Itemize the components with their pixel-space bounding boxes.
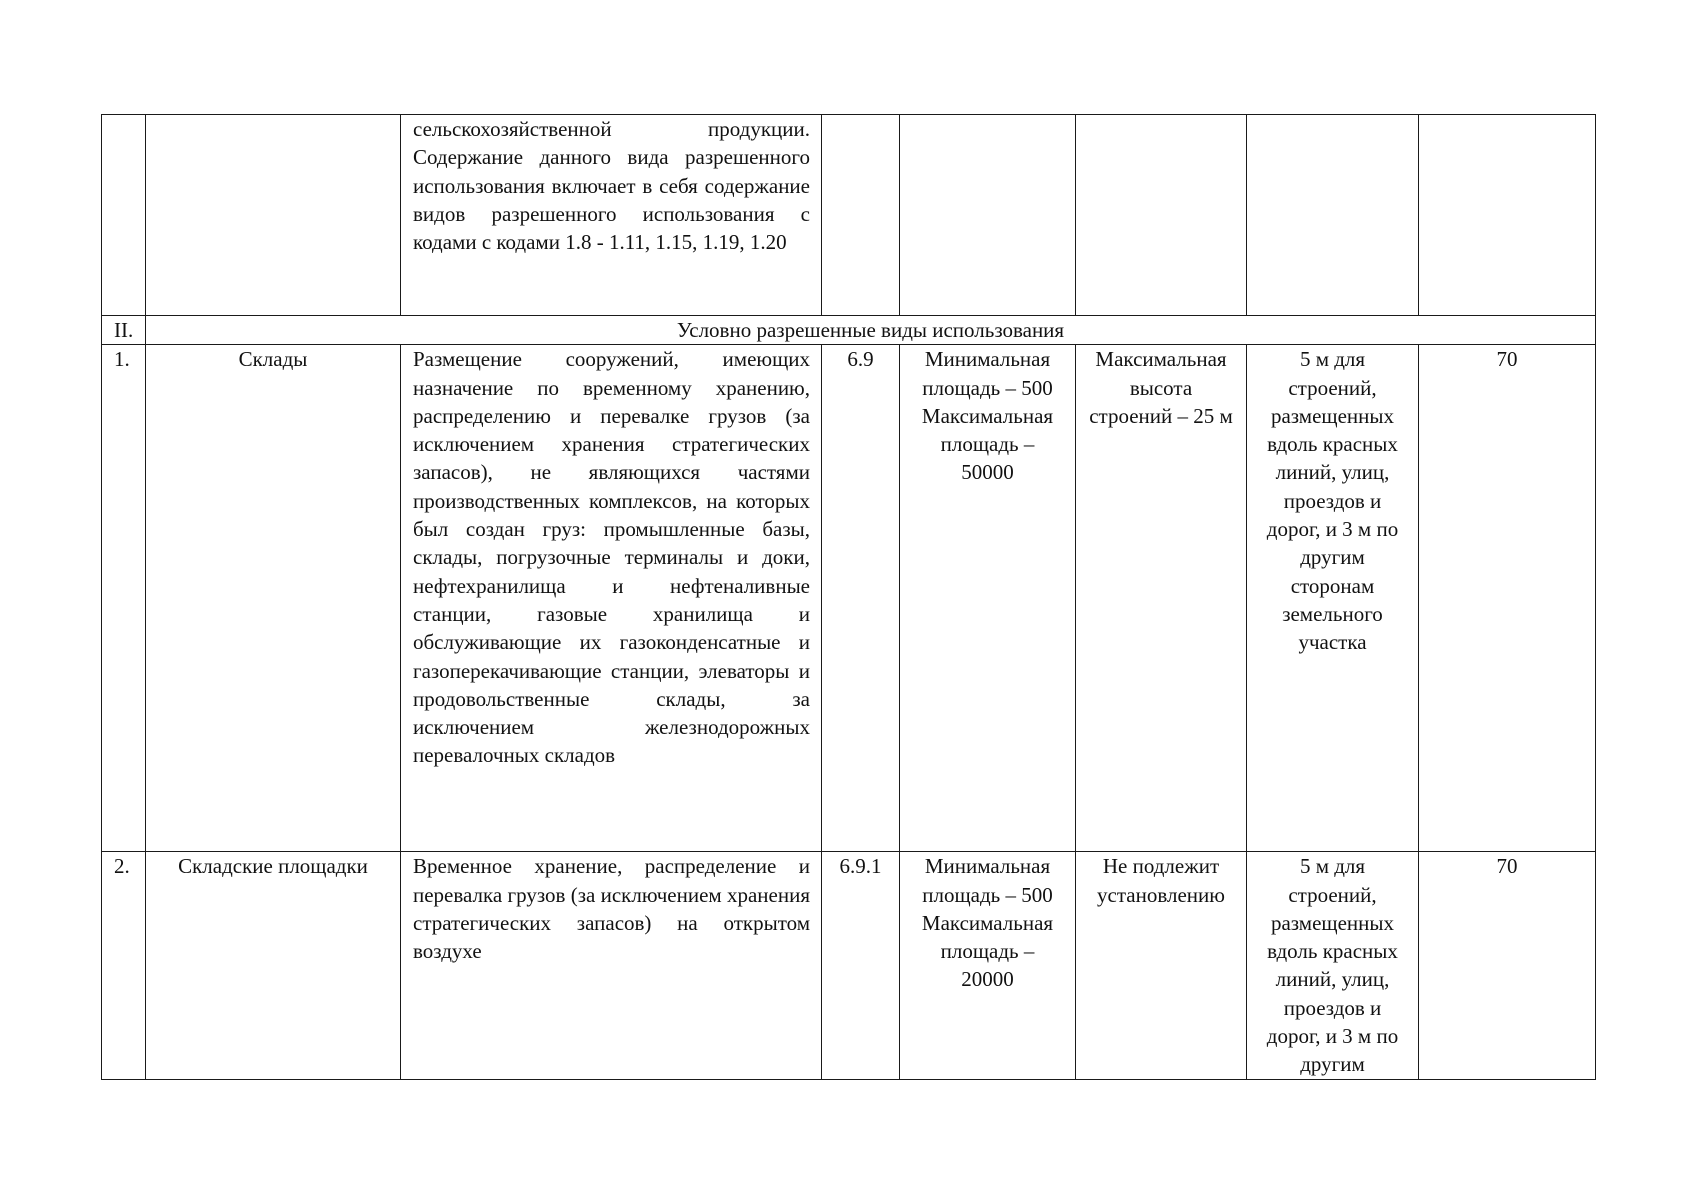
cell-name — [146, 115, 401, 316]
zoning-table — [101, 114, 1596, 1080]
cell-setback — [1247, 115, 1419, 316]
cell-number: 2. — [102, 852, 146, 1079]
area-line: площадь – 500 — [922, 375, 1053, 400]
area-line: площадь – 500 — [922, 882, 1053, 907]
cell-number — [102, 115, 146, 316]
height-line: строений – 25 м — [1089, 403, 1233, 428]
cell-description: сельскохозяйственной продукции. Содержание данного вида разрешенного использования включает в себя содержание видов разрешенного использования с кодами с кодами 1.8 - 1.11, 1.15, 1.19, 1.20 — [401, 115, 822, 316]
setback-line: проездов и — [1283, 995, 1382, 1020]
cell-coverage — [1419, 115, 1596, 316]
setback-line: размещенных — [1270, 910, 1394, 935]
setback-line: 5 м для — [1299, 347, 1366, 372]
setback-line: строений, — [1288, 375, 1377, 400]
setback-line: 5 м для — [1299, 854, 1366, 879]
section-header-row — [102, 316, 1596, 345]
cell-height — [1076, 852, 1247, 1079]
area-line: площадь – — [940, 939, 1035, 964]
table-row-continuation — [102, 115, 1596, 316]
cell-name: Склады — [146, 345, 401, 852]
height-line: Максимальная — [1095, 347, 1227, 372]
cell-area — [900, 852, 1076, 1079]
cell-area — [900, 115, 1076, 316]
cell-name: Складские площадки — [146, 852, 401, 1079]
cell-code — [822, 115, 900, 316]
setback-line: участка — [1298, 630, 1367, 655]
area-line: площадь – — [940, 432, 1035, 457]
cell-coverage: 70 — [1419, 345, 1596, 852]
cell-number: 1. — [102, 345, 146, 852]
area-line: Минимальная — [924, 347, 1051, 372]
setback-line: проездов и — [1283, 488, 1382, 513]
section-number: II. — [102, 316, 146, 345]
section-title: Условно разрешенные виды использования — [146, 316, 1596, 345]
setback-line: другим — [1300, 545, 1365, 570]
setback-line: вдоль красных — [1267, 939, 1398, 964]
table-row — [102, 345, 1596, 852]
setback-line: строений, — [1288, 882, 1377, 907]
cell-height — [1076, 345, 1247, 852]
cell-setback — [1247, 345, 1419, 852]
cell-coverage: 70 — [1419, 852, 1596, 1079]
cell-area — [900, 345, 1076, 852]
cell-description: Размещение сооружений, имеющих назначение по временному хранению, распределению и перевалке грузов (за исключением хранения стратегических запасов), не являющихся частями производственных комплексов, на которых был создан груз: промышленные базы, склады, погрузочные терминалы и доки, нефтехранилища и нефтеналивные станции, газовые хранилища и обслуживающие их газоконденсатные и газоперекачивающие станции, элеваторы и продовольственные склады, за исключением железнодорожных перевалочных складов — [401, 345, 822, 852]
area-line: Минимальная — [924, 854, 1051, 879]
height-line: установлению — [1097, 882, 1225, 907]
cell-height — [1076, 115, 1247, 316]
setback-line: другим — [1300, 1052, 1365, 1077]
setback-line: дорог, и 3 м по — [1266, 1024, 1399, 1049]
area-line: Максимальная — [921, 910, 1054, 935]
setback-line: дорог, и 3 м по — [1266, 517, 1399, 542]
height-line: Не подлежит — [1102, 854, 1220, 879]
setback-line: размещенных — [1270, 403, 1394, 428]
cell-description: Временное хранение, распределение и перевалка грузов (за исключением хранения стратегических запасов) на открытом воздухе — [401, 852, 822, 1079]
cell-setback — [1247, 852, 1419, 1079]
setback-line: земельного — [1282, 601, 1383, 626]
setback-line: сторонам — [1290, 573, 1375, 598]
setback-line: вдоль красных — [1267, 432, 1398, 457]
area-line: Максимальная — [921, 403, 1054, 428]
area-line: 20000 — [961, 967, 1014, 992]
height-line: высота — [1129, 375, 1193, 400]
cell-code: 6.9 — [822, 345, 900, 852]
setback-line: линий, улиц, — [1275, 967, 1390, 992]
setback-line: линий, улиц, — [1275, 460, 1390, 485]
table-row — [102, 852, 1596, 1079]
cell-code: 6.9.1 — [822, 852, 900, 1079]
area-line: 50000 — [961, 460, 1014, 485]
